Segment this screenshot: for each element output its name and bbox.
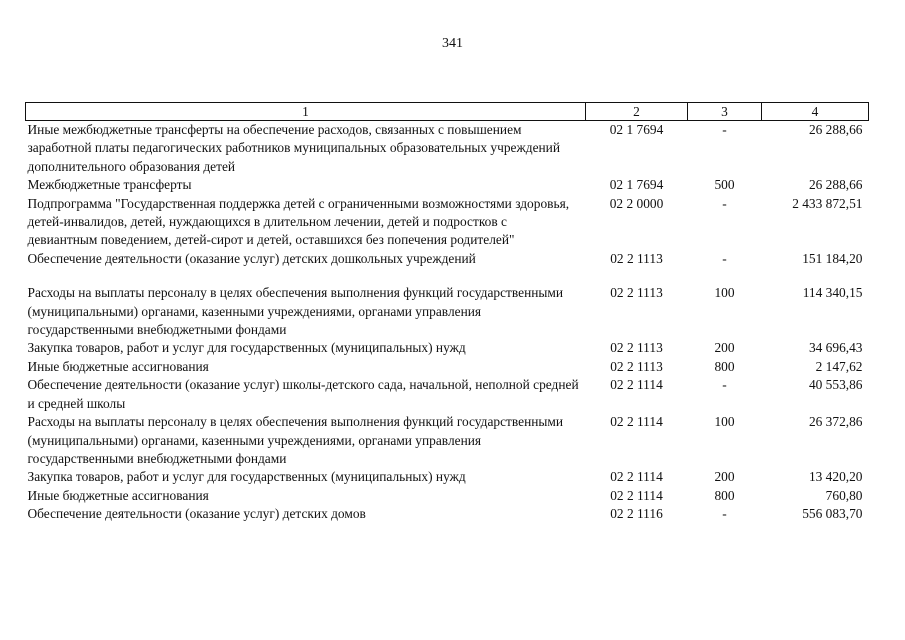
row-name: Расходы на выплаты персоналу в целях обеспечения выполнения функций государственными (муниципальными) органами, казенными учреждениями, органами управления государственными внебюджетными фондами (27, 414, 564, 466)
table-row (26, 487, 869, 505)
row-amount: 26 372,86 (808, 414, 863, 430)
row-code: 02 2 1116 (610, 506, 663, 522)
row-amount: 40 553,86 (808, 377, 863, 393)
header-col-3: 3 (688, 103, 762, 121)
row-code: 02 2 1113 (610, 285, 663, 301)
row-code: 02 2 1114 (610, 414, 663, 430)
row-amount: 26 288,66 (808, 177, 863, 193)
table-row (26, 505, 869, 523)
table-header (26, 103, 869, 121)
row-code: 02 1 7694 (609, 177, 664, 193)
row-code: 02 2 1114 (610, 377, 663, 393)
table-row (26, 195, 869, 250)
row-name: Расходы на выплаты персоналу в целях обеспечения выполнения функций государственными (муниципальными) органами, казенными учреждениями, органами управления государственными внебюджетными фондами (27, 285, 564, 338)
row-amount: 114 340,15 (802, 285, 863, 301)
row-amount: 26 288,66 (808, 122, 863, 137)
row-type: - (722, 195, 727, 211)
table-row (26, 376, 869, 413)
page-number: 341 (442, 36, 463, 51)
row-type: 200 (714, 469, 735, 485)
row-code: 02 2 1114 (610, 469, 663, 485)
row-name: Обеспечение деятельности (оказание услуг) детских домов (27, 506, 366, 522)
table-row (26, 284, 869, 339)
header-col-2: 2 (586, 103, 688, 121)
row-type: - (722, 506, 727, 522)
row-type: 100 (714, 414, 735, 430)
row-type: 500 (714, 177, 735, 193)
row-type: - (722, 250, 727, 266)
row-type: 100 (714, 285, 735, 301)
budget-table (25, 102, 869, 524)
row-code: 02 1 7694 (609, 122, 664, 137)
table-row (26, 121, 869, 177)
table-row (26, 358, 869, 376)
table-row (26, 176, 869, 194)
header-col-1: 1 (26, 103, 586, 121)
header-row (26, 103, 869, 121)
row-name: Закупка товаров, работ и услуг для государственных (муниципальных) нужд (27, 340, 466, 356)
row-type: 800 (714, 358, 735, 374)
row-code: 02 2 0000 (609, 195, 664, 211)
row-name: Межбюджетные трансферты (27, 177, 192, 193)
row-name: Иные межбюджетные трансферты на обеспечение расходов, связанных с повышением заработной платы педагогических работников муниципальных образовательных учреждений дополнительного образования детей (27, 122, 561, 174)
table-row (26, 413, 869, 468)
row-amount: 34 696,43 (808, 340, 863, 356)
table-row (26, 339, 869, 357)
row-name: Иные бюджетные ассигнования (27, 358, 209, 374)
row-code: 02 2 1113 (610, 340, 663, 356)
row-type: - (722, 377, 727, 393)
row-name: Закупка товаров, работ и услуг для государственных (муниципальных) нужд (27, 469, 466, 485)
row-amount: 760,80 (825, 487, 863, 503)
row-type: - (722, 122, 727, 137)
row-amount: 13 420,20 (808, 469, 863, 485)
table-body (26, 121, 869, 524)
row-amount: 151 184,20 (802, 250, 863, 266)
row-type: 800 (714, 487, 735, 503)
row-code: 02 2 1113 (610, 250, 663, 266)
table-row (26, 250, 869, 284)
row-amount: 2 147,62 (815, 358, 863, 374)
row-code: 02 2 1114 (610, 487, 663, 503)
header-col-4: 4 (762, 103, 869, 121)
row-amount: 556 083,70 (802, 506, 863, 522)
row-name: Обеспечение деятельности (оказание услуг) детских дошкольных учреждений (27, 250, 476, 266)
row-type: 200 (714, 340, 735, 356)
row-name: Подпрограмма "Государственная поддержка детей с ограниченными возможностями здоровья, детей-инвалидов, детей, нуждающихся в длительном лечении, детей и подростков с девиантным поведением, детей-сирот и детей, оставшихся без попечения родителей" (27, 195, 570, 248)
table-row (26, 468, 869, 486)
row-code: 02 2 1113 (610, 358, 663, 374)
row-name: Обеспечение деятельности (оказание услуг) школы-детского сада, начальной, неполной средней и средней школы (27, 377, 579, 411)
row-amount: 2 433 872,51 (792, 195, 863, 211)
row-name: Иные бюджетные ассигнования (27, 487, 209, 503)
